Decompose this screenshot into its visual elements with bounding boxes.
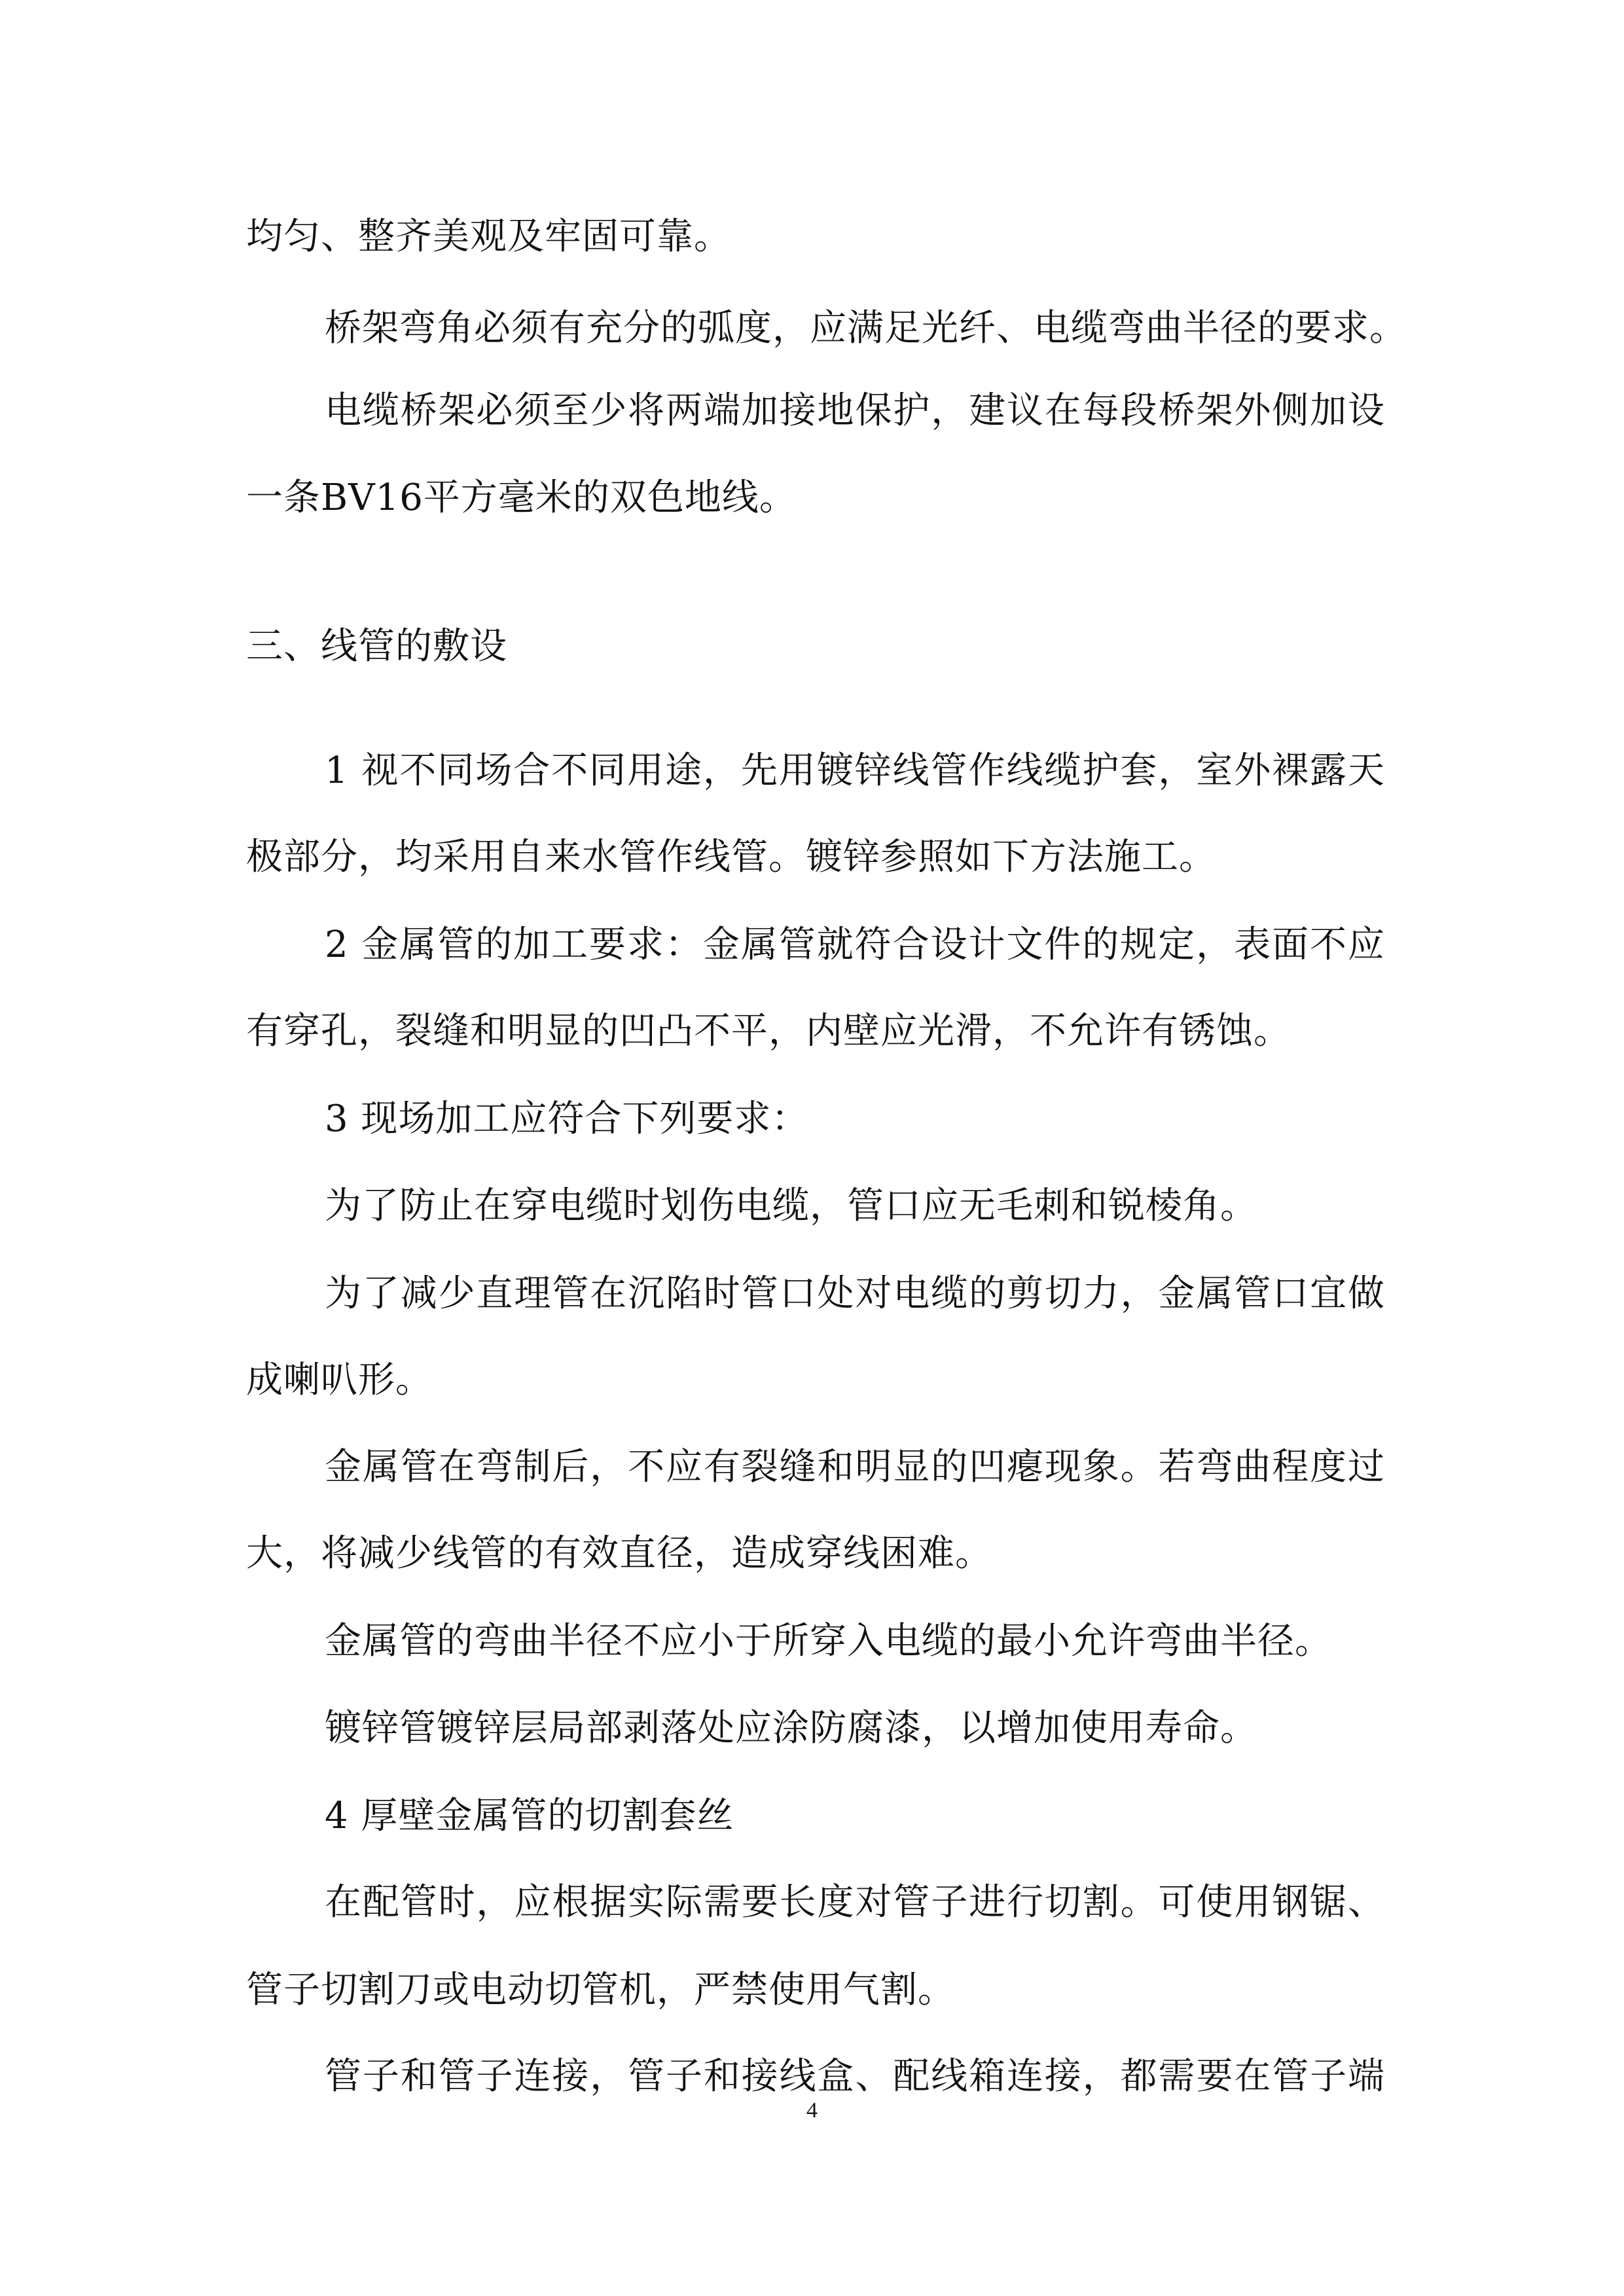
paragraph-line: 2 金属管的加工要求：金属管就符合设计文件的规定，表面不应 [325, 924, 1385, 966]
paragraph-line: 成喇叭形。 [246, 1359, 433, 1401]
paragraph-line: 桥架弯角必须有充分的弧度，应满足光纤、电缆弯曲半径的要求。 [325, 307, 1407, 350]
paragraph-line: 极部分，均采用自来水管作线管。镀锌参照如下方法施工。 [246, 836, 1216, 878]
paragraph-line: 镀锌管镀锌层局部剥落处应涂防腐漆，以增加使用寿命。 [325, 1707, 1257, 1749]
paragraph-line: 在配管时，应根据实际需要长度对管子进行切割。可使用钢锯、 [325, 1881, 1385, 1924]
paragraph-line: 管子和管子连接，管子和接线盒、配线箱连接，都需要在管子端 [325, 2055, 1385, 2098]
paragraph-line: 均匀、整齐美观及牢固可靠。 [246, 215, 731, 258]
section-heading: 三、线管的敷设 [246, 625, 507, 668]
paragraph-line: 1 视不同场合不同用途，先用镀锌线管作线缆护套，室外裸露天 [325, 749, 1385, 792]
paragraph-line: 大，将减少线管的有效直径，造成穿线困难。 [246, 1532, 992, 1575]
paragraph-line: 为了减少直理管在沉陷时管口处对电缆的剪切力，金属管口宜做 [325, 1272, 1385, 1315]
paragraph-line: 4 厚壁金属管的切割套丝 [325, 1795, 734, 1837]
paragraph-line: 一条BV16平方毫米的双色地线。 [246, 476, 797, 519]
paragraph-line: 电缆桥架必须至少将两端加接地保护，建议在每段桥架外侧加设 [325, 389, 1385, 432]
paragraph-line: 金属管的弯曲半径不应小于所穿入电缆的最小允许弯曲半径。 [325, 1620, 1332, 1662]
page-number: 4 [806, 2098, 818, 2123]
paragraph-line: 金属管在弯制后，不应有裂缝和明显的凹瘪现象。若弯曲程度过 [325, 1446, 1385, 1488]
paragraph-line: 3 现场加工应符合下列要求： [325, 1098, 809, 1140]
paragraph-line: 为了防止在穿电缆时划伤电缆，管口应无毛刺和锐棱角。 [325, 1185, 1257, 1227]
paragraph-line: 有穿孔，裂缝和明显的凹凸不平，内壁应光滑，不允许有锈蚀。 [246, 1010, 1291, 1052]
paragraph-line: 管子切割刀或电动切管机，严禁使用气割。 [246, 1969, 955, 2011]
